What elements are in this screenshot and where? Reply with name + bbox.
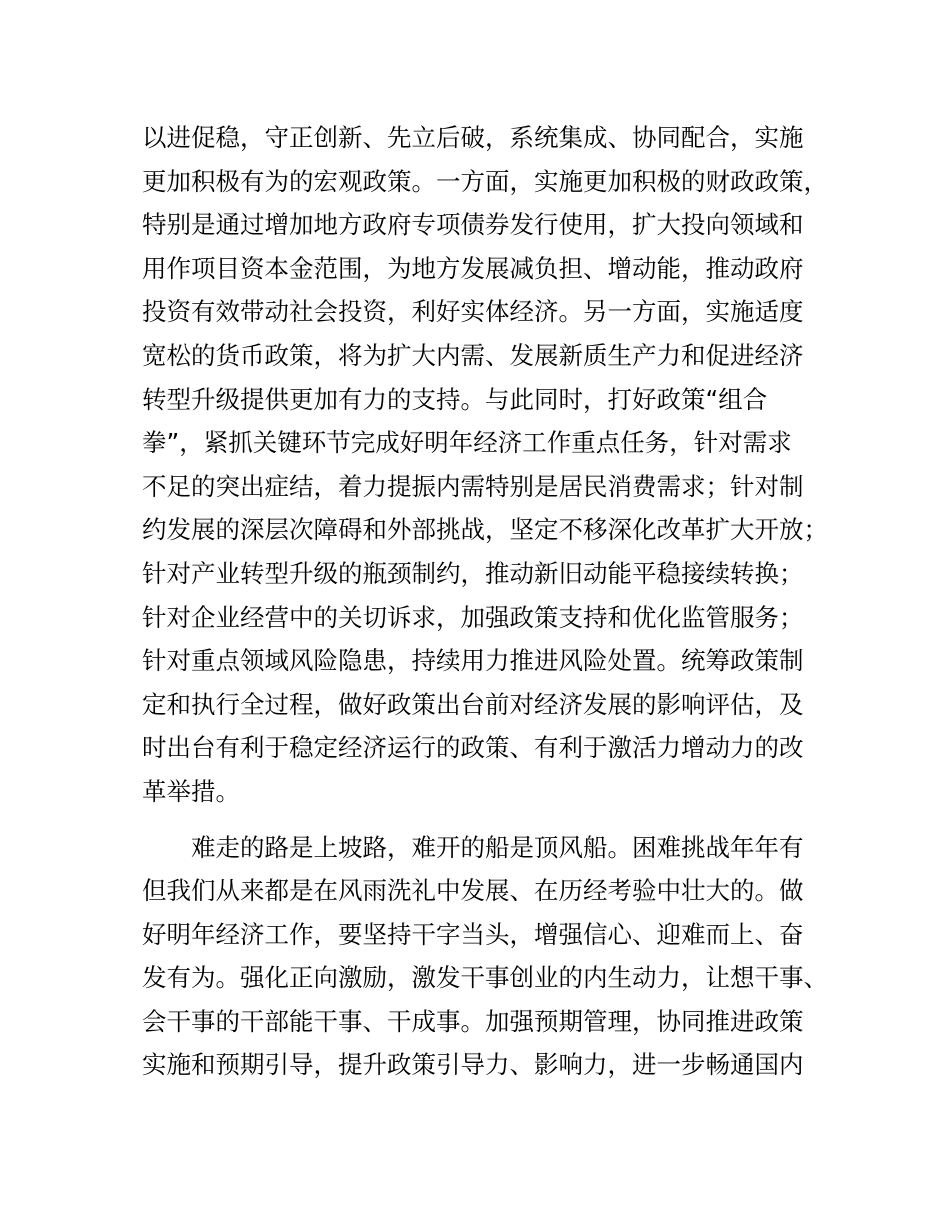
- paragraph-line: 革举措。: [142, 776, 240, 806]
- paragraph-line: 但我们从来都是在风雨洗礼中发展、在历经考验中壮大的。做: [142, 876, 804, 906]
- paragraph-line: 以进促稳，守正创新、先立后破，系统集成、协同配合，实施: [142, 123, 804, 152]
- paragraph-2: [142, 826, 842, 1088]
- paragraph-1: [142, 116, 842, 814]
- paragraph-spacer: [142, 814, 842, 826]
- paragraph-line: 更加积极有为的宏观政策。一方面，实施更加积极的财政政策，: [142, 166, 828, 196]
- paragraph-line: 时出台有利于稳定经济运行的政策、有利于激活力增动力的改: [142, 733, 804, 763]
- paragraph-line: 宽松的货币政策，将为扩大内需、发展新质生产力和促进经济: [142, 340, 804, 370]
- paragraph-line: 好明年经济工作，要坚持干字当头，增强信心、迎难而上、奋: [142, 919, 804, 949]
- paragraph-line: 投资有效带动社会投资，利好实体经济。另一方面，实施适度: [142, 297, 804, 327]
- paragraph-line: 转型升级提供更加有力的支持。与此同时，打好政策“组合: [142, 384, 768, 414]
- paragraph-line: 难走的路是上坡路，难开的船是顶风船。困难挑战年年有: [191, 832, 804, 862]
- paragraph-line: 特别是通过增加地方政府专项债券发行使用，扩大投向领域和: [142, 210, 804, 240]
- paragraph-line: 针对产业转型升级的瓶颈制约，推动新旧动能平稳接续转换；: [142, 558, 804, 588]
- paragraph-line: 会干事的干部能干事、干成事。加强预期管理，协同推进政策: [142, 1006, 804, 1036]
- paragraph-line: 定和执行全过程，做好政策出台前对经济发展的影响评估，及: [142, 689, 804, 719]
- paragraph-line: 针对重点领域风险隐患，持续用力推进风险处置。统筹政策制: [142, 646, 804, 676]
- paragraph-line: 针对企业经营中的关切诉求，加强政策支持和优化监管服务；: [142, 602, 804, 632]
- paragraph-line: 拳”，紧抓关键环节完成好明年经济工作重点任务，针对需求: [142, 428, 792, 458]
- paragraph-line: 实施和预期引导，提升政策引导力、影响力，进一步畅通国内: [142, 1050, 804, 1080]
- document-body: [142, 116, 842, 1087]
- paragraph-line: 不足的突出症结，着力提振内需特别是居民消费需求；针对制: [142, 471, 804, 501]
- paragraph-line: 发有为。强化正向激励，激发干事创业的内生动力，让想干事、: [142, 963, 828, 993]
- paragraph-line: 用作项目资本金范围，为地方发展减负担、增动能，推动政府: [142, 253, 804, 283]
- paragraph-line: 约发展的深层次障碍和外部挑战，坚定不移深化改革扩大开放；: [142, 515, 828, 545]
